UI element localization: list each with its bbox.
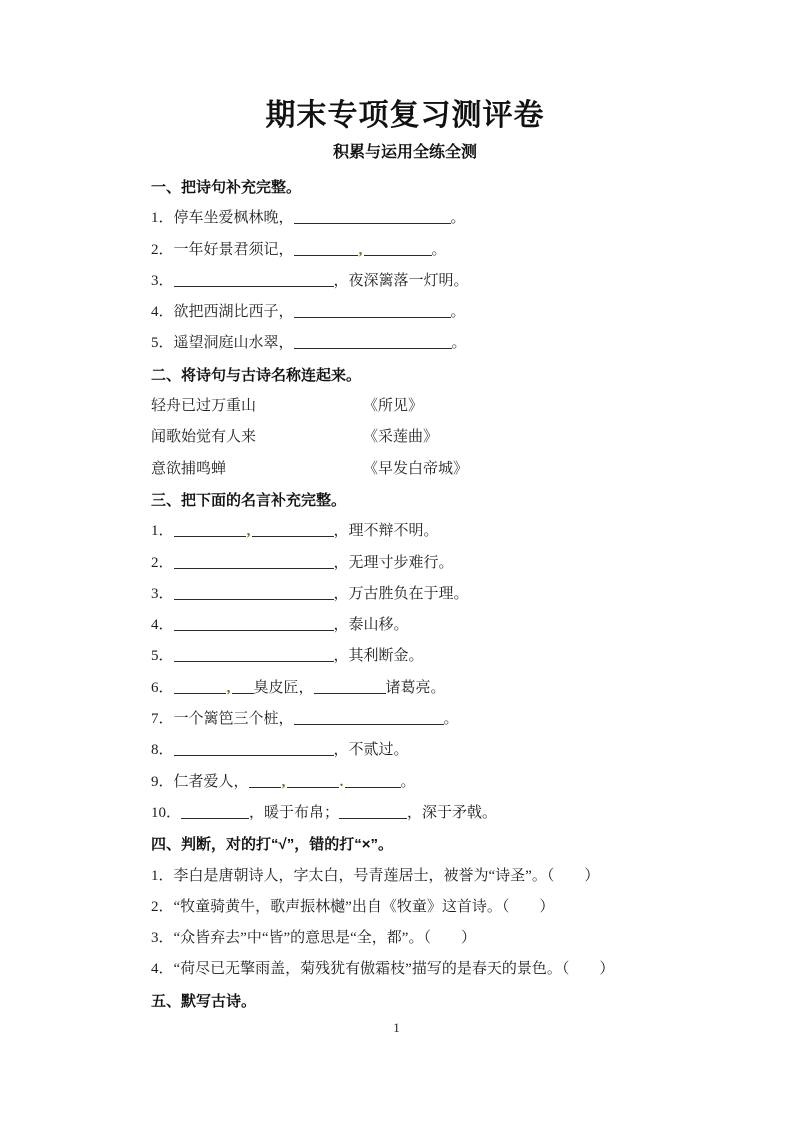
question-text: ，万古胜负在于理。 [333, 585, 469, 602]
blank-separator-comma: , [358, 241, 363, 258]
section-heading: 一、把诗句补充完整。 [151, 179, 302, 196]
answer-blank [181, 805, 249, 819]
question-line [151, 516, 659, 547]
question-text: 1． [151, 523, 174, 540]
section [151, 360, 659, 485]
question-text: 4． [151, 617, 174, 634]
match-row [151, 454, 659, 485]
question-text: 5． [151, 648, 174, 665]
answer-blank [294, 304, 451, 318]
question-line [151, 735, 659, 766]
document-content [151, 94, 659, 1017]
question-text: 。 [431, 241, 447, 258]
answer-blank [174, 523, 246, 537]
question-text: 2．“牧童骑黄牛，歌声振林樾”出自《牧童》这首诗。（ ） [151, 898, 555, 915]
question-line [151, 704, 659, 735]
answer-blank [174, 742, 334, 756]
blank-separator-comma: , [246, 523, 251, 540]
question-text: 3． [151, 272, 174, 289]
question-text: 5．遥望洞庭山水翠， [151, 335, 294, 352]
answer-blank [364, 242, 432, 256]
question-line [151, 673, 659, 704]
question-text: 2．一年好景君须记， [151, 241, 294, 258]
question-line [151, 954, 659, 985]
answer-blank [339, 805, 407, 819]
answer-blank [174, 273, 334, 287]
question-line [151, 203, 659, 234]
section [151, 172, 659, 360]
answer-blank [174, 586, 334, 600]
blank-separator-comma: . [339, 773, 344, 790]
question-text: 8． [151, 742, 174, 759]
section-heading: 三、把下面的名言补充完整。 [151, 491, 347, 509]
question-text: 3．“众皆弃去”中“皆”的意思是“全，都”。（ ） [151, 930, 476, 947]
question-line [151, 641, 659, 672]
answer-blank [294, 335, 452, 349]
question-text: ，夜深篱落一灯明。 [333, 272, 469, 289]
question-text: 3． [151, 585, 174, 602]
section [151, 986, 659, 1017]
answer-blank [174, 617, 334, 631]
match-poem-title: 《早发白帝城》 [363, 460, 469, 477]
question-line [151, 892, 659, 923]
question-line [151, 297, 659, 328]
question-text: 诸葛亮。 [385, 679, 446, 696]
match-poem-title: 《采莲曲》 [363, 429, 439, 446]
question-line [151, 328, 659, 359]
question-line [151, 861, 659, 892]
section [151, 485, 659, 829]
question-line [151, 798, 659, 829]
sections [151, 172, 659, 1017]
answer-blank [294, 242, 358, 256]
question-line [151, 923, 659, 954]
question-text: ，其利断金。 [333, 648, 424, 665]
answer-blank [294, 210, 451, 224]
question-text: 1．停车坐爱枫林晚， [151, 210, 294, 227]
question-line [151, 266, 659, 297]
question-text: 10． [151, 804, 182, 821]
question-line [151, 548, 659, 579]
question-text: 。 [450, 304, 466, 321]
answer-blank [232, 680, 254, 694]
question-text: 。 [400, 773, 416, 790]
match-poem-line: 闻歌始觉有人来 [151, 429, 257, 446]
question-text: ，深于矛戟。 [407, 804, 498, 821]
question-text: 。 [450, 210, 466, 227]
question-text: 6． [151, 679, 174, 696]
section-heading: 五、默写古诗。 [151, 992, 257, 1010]
match-row [151, 391, 659, 422]
question-text: ，泰山移。 [333, 617, 409, 634]
blank-separator-comma: , [281, 773, 286, 790]
question-text: 4．“荷尽已无擎雨盖，菊残犹有傲霜枝”描写的是春天的景色。（ ） [151, 961, 615, 978]
answer-blank [294, 711, 444, 725]
section-heading: 二、将诗句与古诗名称连起来。 [151, 366, 362, 384]
page-title: 期末专项复习测评卷 [265, 99, 545, 132]
match-row [151, 422, 659, 453]
answer-blank [174, 680, 226, 694]
answer-blank [287, 774, 339, 788]
question-text: 臭皮匠， [253, 679, 314, 696]
blank-separator-comma: , [226, 679, 231, 696]
page-number: 1 [393, 1020, 400, 1035]
page-subtitle: 积累与运用全练全测 [332, 144, 477, 161]
question-text: ，无理寸步难行。 [333, 554, 454, 571]
question-text: 1．李白是唐朝诗人，字太白，号青莲居士，被誉为“诗圣”。（ ） [151, 867, 600, 884]
section-heading: 四、判断，对的打“√”，错的打“×”。 [151, 836, 393, 854]
question-text: 9．仁者爱人， [151, 773, 249, 790]
question-text: ，暖于布帛； [249, 804, 340, 821]
question-text: 2． [151, 554, 174, 571]
answer-blank [249, 774, 281, 788]
question-line [151, 579, 659, 610]
question-text: 4．欲把西湖比西子， [151, 304, 294, 321]
question-line [151, 767, 659, 798]
question-text: ，理不辩不明。 [333, 523, 439, 540]
match-poem-line: 意欲捕鸣蝉 [151, 460, 227, 477]
match-poem-line: 轻舟已过万重山 [151, 398, 257, 415]
question-text: ，不贰过。 [333, 742, 409, 759]
question-line [151, 610, 659, 641]
answer-blank [174, 555, 334, 569]
answer-blank [174, 648, 334, 662]
question-text: 。 [451, 335, 467, 352]
match-poem-title: 《所见》 [363, 398, 424, 415]
answer-blank [252, 523, 334, 537]
section [151, 829, 659, 985]
answer-blank [345, 774, 401, 788]
question-text: 7．一个篱笆三个桩， [151, 711, 294, 728]
answer-blank [314, 680, 386, 694]
question-text: 。 [443, 711, 459, 728]
question-line [151, 235, 659, 266]
